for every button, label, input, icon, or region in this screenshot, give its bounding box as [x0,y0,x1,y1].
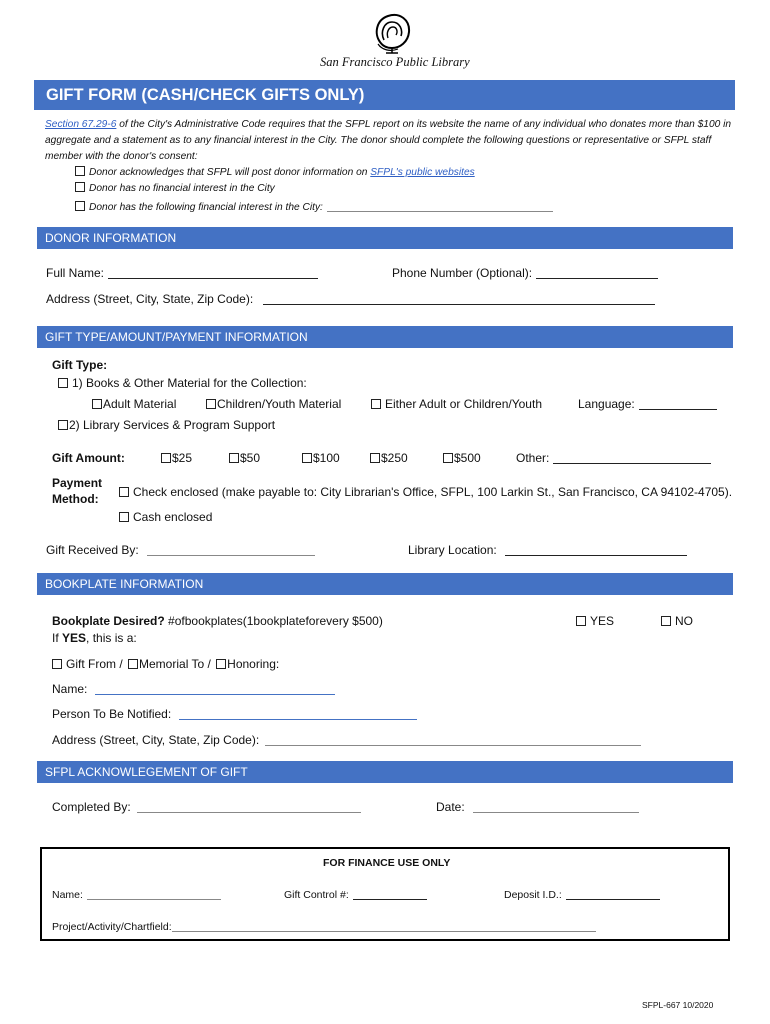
library-logo-icon [372,12,412,56]
gift-type-label: Gift Type: [52,358,108,372]
section-link[interactable]: Section 67.29-6 [45,119,117,130]
donor-address-field[interactable] [263,293,655,305]
finance-name-field[interactable] [87,888,221,900]
amount-25-checkbox[interactable] [161,453,171,463]
gift-amount-label: Gift Amount: [52,451,125,465]
bookplate-address-field[interactable] [265,734,641,746]
adult-option [92,397,176,411]
cash-checkbox[interactable] [119,512,129,522]
honoring-label: Honoring: [227,657,280,671]
check-label: Check enclosed (make payable to: City Librarian's Office, SFPL, 100 Larkin St., San Francisco, CA 94102-4705). [133,485,733,499]
books-checkbox[interactable] [58,378,68,388]
children-option [206,397,341,411]
either-option [371,397,542,411]
amount-option-250 [370,451,408,465]
bookplate-yes-option [576,614,614,628]
amount-100-label: $100 [313,451,340,465]
gift-control-row [284,888,427,901]
received-by-label: Gift Received By: [46,543,139,557]
bookplate-section-heading: BOOKPLATE INFORMATION [37,573,733,595]
books-label: 1) Books & Other Material for the Collection: [72,376,307,390]
notified-field[interactable] [179,708,417,720]
bookplate-desired-label: Bookplate Desired? [52,614,165,628]
notified-label: Person To Be Notified: [52,707,172,721]
amount-other-row [516,451,711,465]
services-label: 2) Library Services & Program Support [69,418,276,432]
amount-250-checkbox[interactable] [370,453,380,463]
amount-500-label: $500 [454,451,481,465]
amount-other-field[interactable] [553,452,711,464]
if-yes-prefix: If [52,631,63,645]
gift-section-heading: GIFT TYPE/AMOUNT/PAYMENT INFORMATION [37,326,733,348]
bookplate-yes-checkbox[interactable] [576,616,586,626]
finance-name-row [52,888,221,901]
gift-control-label: Gift Control #: [284,889,349,901]
gift-from-checkbox[interactable] [52,659,62,669]
memorial-checkbox[interactable] [128,659,138,669]
phone-label: Phone Number (Optional): [392,266,533,280]
adult-checkbox[interactable] [92,399,102,409]
bookplate-yes-label: YES [590,614,615,628]
amount-option-25 [161,451,192,465]
amount-other-label: Other: [516,451,550,465]
language-label: Language: [578,397,635,411]
adult-label: Adult Material [103,397,177,411]
library-location-row [408,543,687,557]
bookplate-name-label: Name: [52,682,88,696]
bookplate-no-label: NO [675,614,693,628]
full-name-row [46,266,318,280]
bookplate-no-checkbox[interactable] [661,616,671,626]
consent-checkbox-3[interactable] [75,201,85,211]
donor-section-heading: DONOR INFORMATION [37,227,733,249]
children-checkbox[interactable] [206,399,216,409]
finance-name-label: Name: [52,889,83,901]
language-row [578,397,717,411]
gift-from-label: Gift From / [66,657,123,671]
children-label: Children/Youth Material [217,397,342,411]
intro-paragraph [45,117,735,165]
library-location-label: Library Location: [408,543,497,557]
completed-by-label: Completed By: [52,800,131,814]
completed-by-field[interactable] [137,801,361,813]
finance-heading: FOR FINANCE USE ONLY [323,857,451,869]
consent-checkbox-2[interactable] [75,182,85,192]
bookplate-address-row [52,733,641,747]
full-name-field[interactable] [108,267,318,279]
notified-row [52,707,417,721]
books-option [58,376,307,390]
services-checkbox[interactable] [58,420,68,430]
consent-option-2 [75,182,275,194]
cash-label: Cash enclosed [133,510,213,524]
amount-option-50 [229,451,260,465]
dedication-row [52,657,279,671]
either-label: Either Adult or Children/Youth [385,397,542,411]
memorial-label: Memorial To / [139,657,211,671]
donor-address-row [46,292,655,306]
library-name: San Francisco Public Library [320,55,470,69]
library-location-field[interactable] [505,544,687,556]
payment-label-line1: Payment [52,476,103,490]
amount-500-checkbox[interactable] [443,453,453,463]
consent-option-1 [75,166,475,178]
donor-address-label: Address (Street, City, State, Zip Code): [46,292,254,306]
received-by-field[interactable] [147,544,315,556]
bookplate-address-label: Address (Street, City, State, Zip Code): [52,733,260,747]
received-by-row [46,543,315,557]
amount-50-label: $50 [240,451,261,465]
project-field[interactable] [172,920,596,932]
phone-field[interactable] [536,267,658,279]
financial-interest-field[interactable] [327,200,553,212]
consent-checkbox-1[interactable] [75,166,85,176]
bookplate-note: #ofbookplates(1bookplateforevery $500) [164,614,383,628]
project-row [52,920,596,933]
if-yes-suffix: , this is a: [86,631,137,645]
either-checkbox[interactable] [371,399,381,409]
consent-option-3 [75,200,553,213]
services-option [58,418,275,432]
deposit-id-label: Deposit I.D.: [504,889,562,901]
full-name-label: Full Name: [46,266,105,280]
ack-section-heading: SFPL ACKNOWLEGEMENT OF GIFT [37,761,733,783]
consent-option-3-label: Donor has the following financial interest in the City: [89,202,323,213]
amount-100-checkbox[interactable] [302,453,312,463]
completed-by-row [52,800,361,814]
amount-50-checkbox[interactable] [229,453,239,463]
check-option [119,485,732,499]
if-yes-emph: YES [62,631,87,645]
intro-text: of the City's Administrative Code requires that the SFPL report on its website the name of any individual who donates more than $100 in aggregate and a statement as to any financial interest in the City. The donor should complete the following questions or representative or SFPL staff member with the donor's consent: [45,119,732,162]
phone-row [392,266,658,280]
gift-control-field[interactable] [353,888,427,900]
amount-25-label: $25 [172,451,193,465]
amount-option-500 [443,451,481,465]
ack-date-field[interactable] [473,801,639,813]
bookplate-name-field[interactable] [95,683,335,695]
consent-option-1-label: Donor acknowledges that SFPL will post donor information on [89,167,371,178]
cash-option [119,510,212,524]
consent-option-2-label: Donor has no financial interest in the City [89,183,275,194]
form-title: GIFT FORM (CASH/CHECK GIFTS ONLY) [34,80,735,110]
honoring-checkbox[interactable] [216,659,226,669]
language-field[interactable] [639,398,717,410]
payment-label-line2: Method: [52,492,99,506]
deposit-id-row [504,888,660,901]
deposit-id-field[interactable] [566,888,660,900]
ack-date-row [436,800,639,814]
bookplate-no-option [661,614,693,628]
project-label: Project/Activity/Chartfield: [52,921,172,933]
ack-date-label: Date: [436,800,465,814]
amount-250-label: $250 [381,451,408,465]
bookplate-desired-row [52,614,383,628]
public-websites-link[interactable]: SFPL's public websites [370,167,475,178]
if-yes-row [52,631,137,645]
bookplate-name-row [52,682,335,696]
amount-option-100 [302,451,340,465]
form-code: SFPL-667 10/2020 [642,1000,714,1010]
check-checkbox[interactable] [119,487,129,497]
